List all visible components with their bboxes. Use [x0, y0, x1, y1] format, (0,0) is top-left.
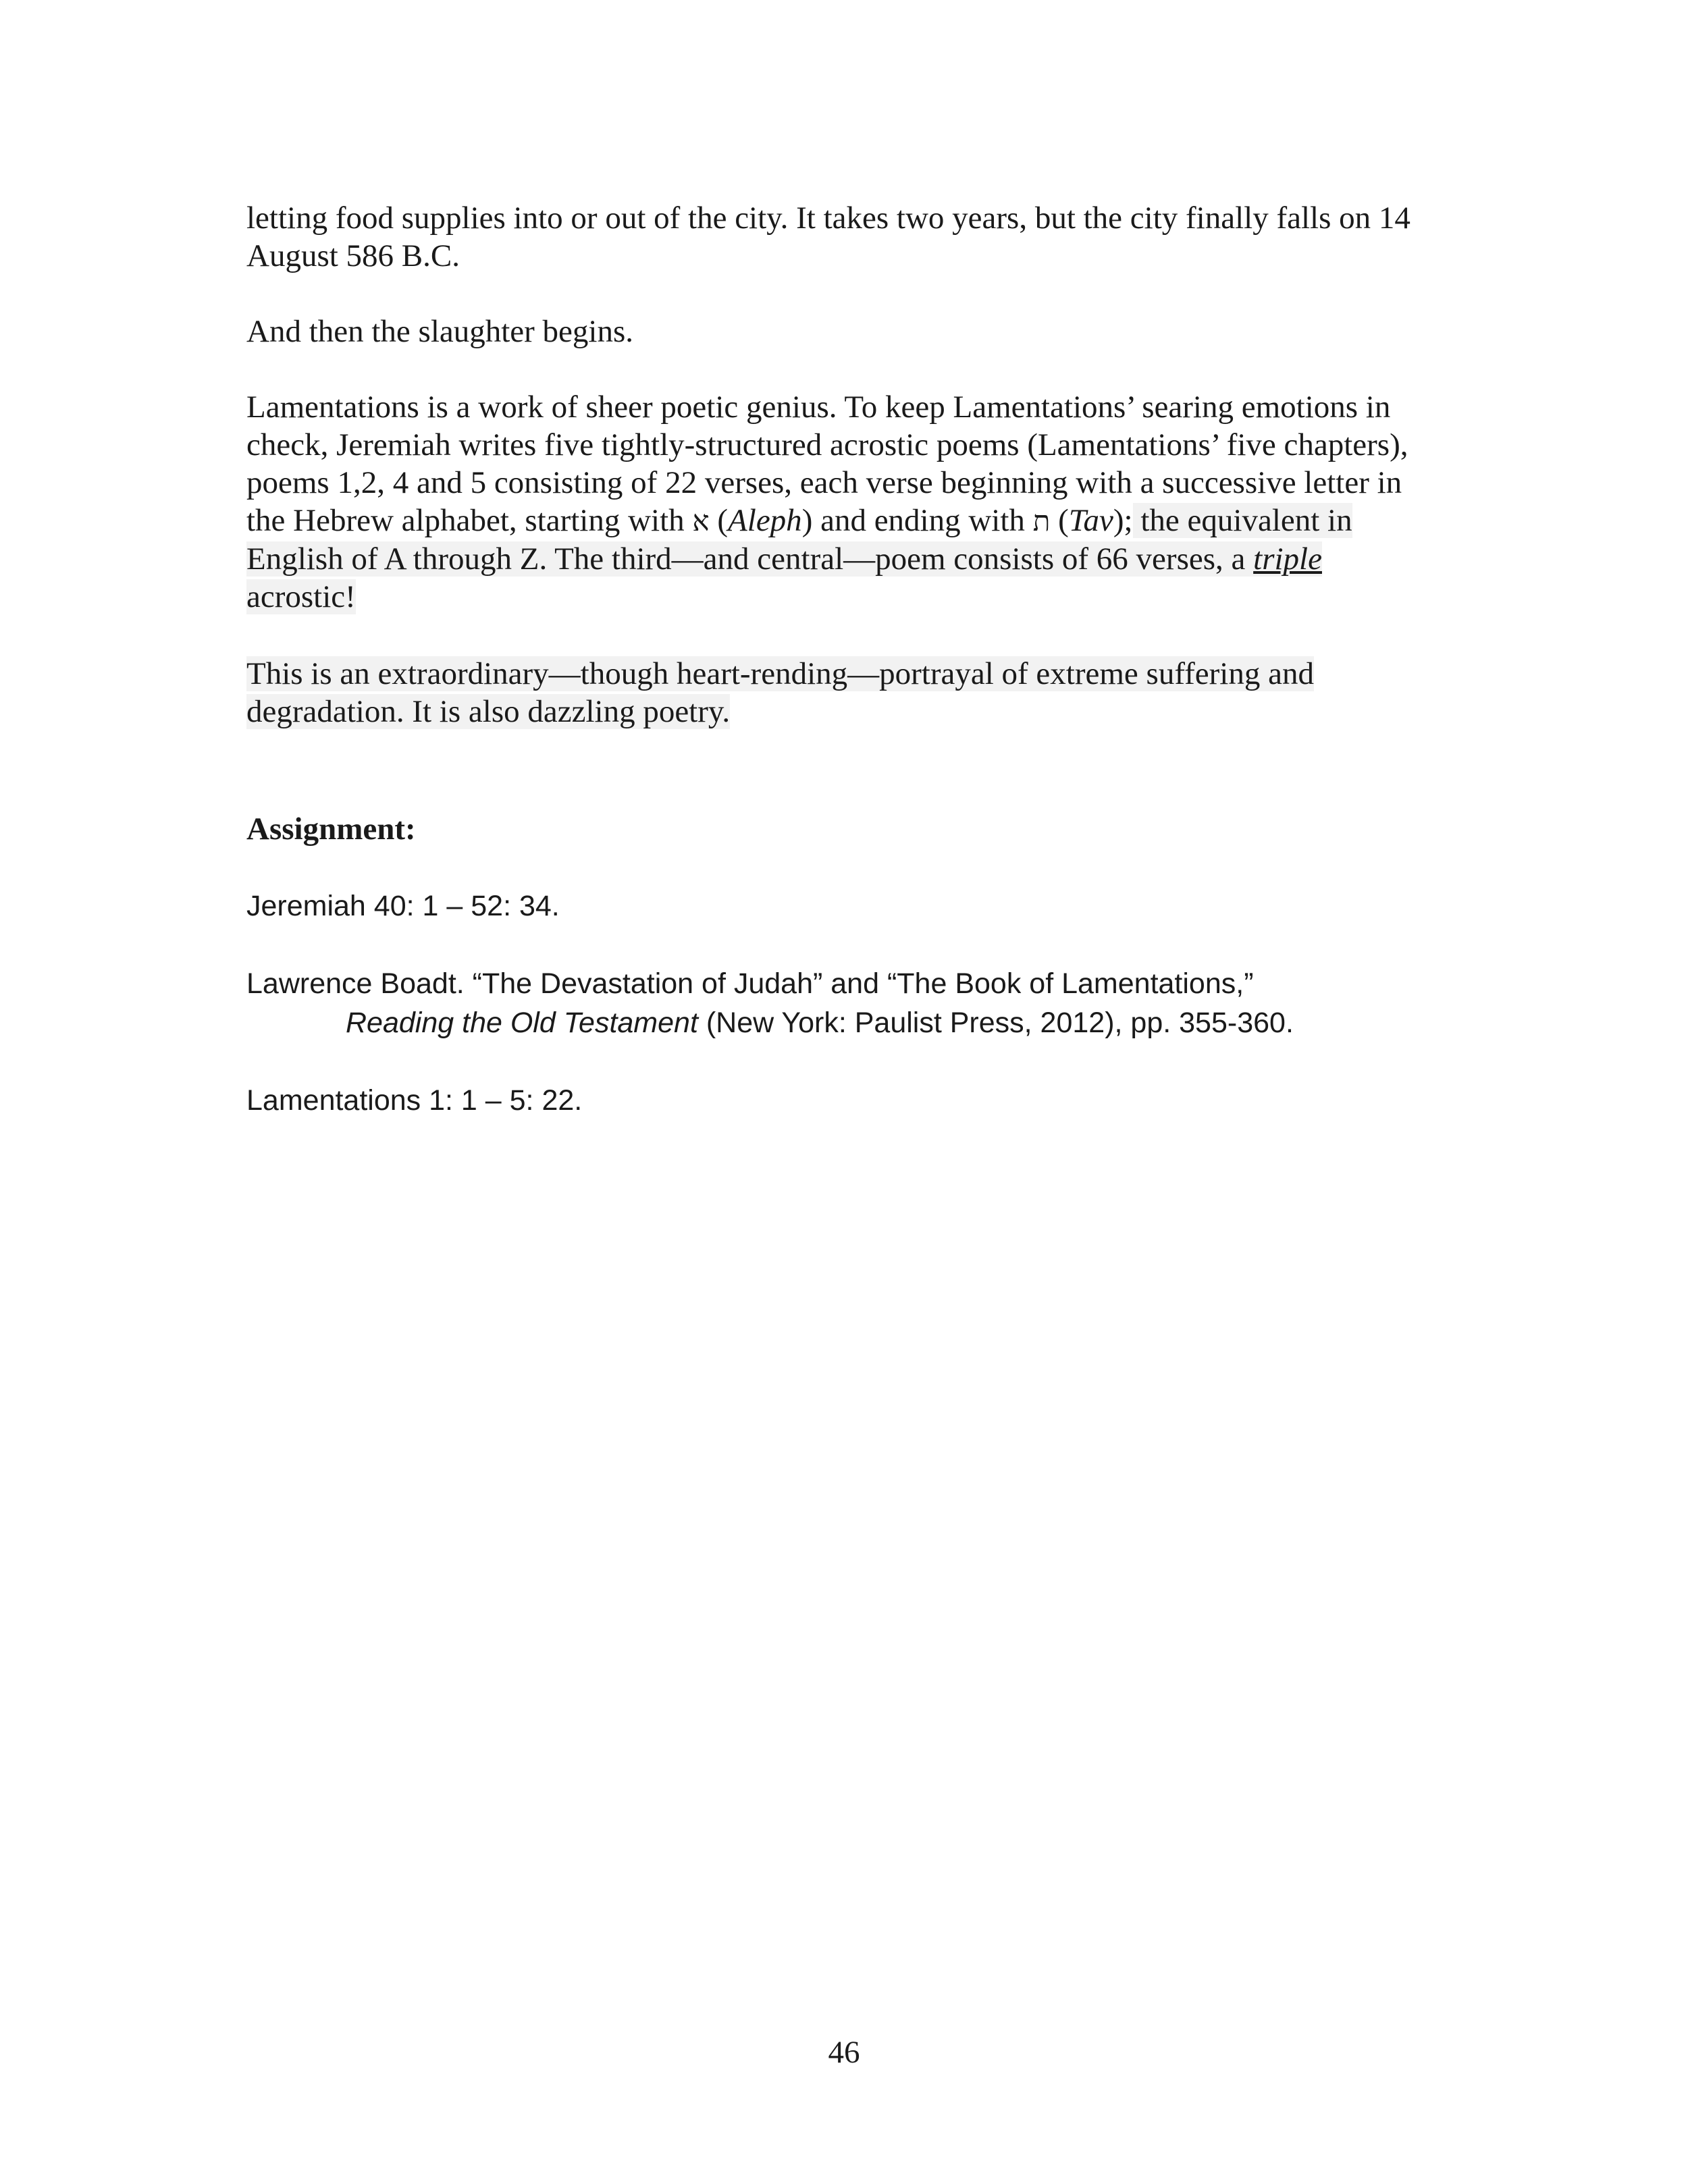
paragraph-slaughter — [246, 313, 1435, 350]
tav-letter: ת — [1032, 504, 1051, 537]
tav-name: Tav — [1068, 503, 1113, 538]
assignment-item-jeremiah — [246, 886, 1435, 926]
tav-open-paren: ( — [1050, 503, 1069, 538]
assignment-item-boadt-publication: (New York: Paulist Press, 2012), pp. 355-360. — [697, 1007, 1294, 1039]
assignment-item-boadt — [246, 964, 1435, 1042]
assignment-item-jeremiah-text: Jeremiah 40: 1 – 52: 34. — [246, 890, 560, 922]
paragraph-portrayal-text: This is an extraordinary—though heart-rending—portrayal of extreme suffering and degradation. It is also dazzling poetry. — [246, 656, 1314, 729]
triple-emphasis: triple — [1253, 541, 1322, 577]
paragraph-lamentations — [246, 388, 1435, 616]
paragraph-lamentations-intro: Lamentations is a work of sheer poetic genius. To keep Lamentations’ searing emotions in check, Jeremiah writes five tightly-structured acrostic poems (Lamentations’ five chapters), poems 1,2, 4 and 5 consisting of 22 verses, each verse beginning with a successive letter in the Hebrew alphabet, starting with — [246, 390, 1408, 538]
paragraph-lamentations-ending: acrostic! — [246, 579, 356, 614]
book-title: Reading the Old Testament — [346, 1007, 698, 1039]
aleph-name: Aleph — [728, 503, 802, 538]
page-number: 46 — [828, 2035, 860, 2070]
assignment-item-lamentations-text: Lamentations 1: 1 – 5: 22. — [246, 1084, 583, 1117]
assignment-heading — [246, 810, 1435, 848]
assignment-item-boadt-line1: Lawrence Boadt. “The Devastation of Judah” and “The Book of Lamentations,” — [246, 967, 1254, 1000]
paragraph-portrayal — [246, 655, 1435, 730]
assignment-item-boadt-line2 — [246, 1003, 1435, 1042]
assignment-heading-text: Assignment: — [246, 811, 416, 847]
assignment-item-lamentations — [246, 1081, 1435, 1120]
aleph-open-paren: ( — [709, 503, 729, 538]
paragraph-siege — [246, 199, 1435, 275]
tav-close-text: ); — [1113, 503, 1133, 538]
aleph-close-text: ) and ending with — [801, 503, 1033, 538]
paragraph-slaughter-text: And then the slaughter begins. — [246, 314, 634, 349]
aleph-letter: א — [692, 504, 710, 537]
paragraph-siege-text: letting food supplies into or out of the city. It takes two years, but the city finally falls on 14 August 586 B.C. — [246, 201, 1410, 273]
paragraph-lamentations-equivalent: the equivalent in English of A through Z. The third—and central—poem consists of 66 verses, a — [246, 503, 1352, 577]
